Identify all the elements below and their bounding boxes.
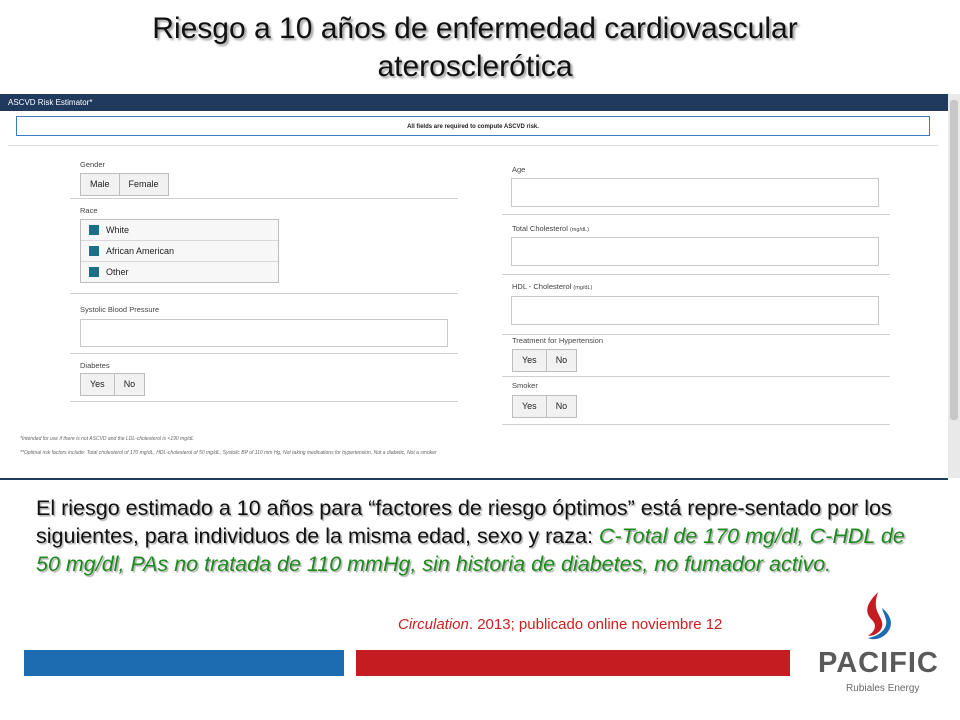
htn-toggle xyxy=(512,349,577,372)
smoker-no-button[interactable]: No xyxy=(547,396,577,417)
hdl-label xyxy=(512,282,592,291)
footnote-optimal-factors: **Optimal risk factors include: Total cholesterol of 170 mg/dL, HDL-cholesterol of 50 mg/dL, Systolic BP of 110 mm Hg, Not taking medications for hypertension, Not a diabetic, Not a smoker xyxy=(20,450,437,456)
required-fields-notice: All fields are required to compute ASCVD risk. xyxy=(16,116,930,136)
diabetes-toggle xyxy=(80,373,145,396)
diabetes-label: Diabetes xyxy=(80,361,110,370)
race-label: Race xyxy=(80,206,98,215)
htn-section xyxy=(502,334,890,377)
htn-no-button[interactable]: No xyxy=(547,350,577,371)
race-option-white[interactable] xyxy=(81,220,278,241)
diabetes-yes-button[interactable]: Yes xyxy=(81,374,115,395)
smoker-label: Smoker xyxy=(512,381,538,390)
checkbox-icon xyxy=(89,246,99,256)
diabetes-section xyxy=(70,353,458,402)
gender-female-button[interactable]: Female xyxy=(120,174,168,195)
gender-toggle xyxy=(80,173,169,196)
ascvd-estimator-screenshot xyxy=(0,94,948,480)
decorative-bar-blue xyxy=(24,650,344,676)
race-option-label: African American xyxy=(106,246,175,256)
hdl-text: HDL - Cholesterol xyxy=(512,282,572,291)
race-options xyxy=(80,219,279,283)
htn-label: Treatment for Hypertension xyxy=(512,336,604,345)
sbp-label: Systolic Blood Pressure xyxy=(80,305,160,314)
scrollbar-thumb[interactable] xyxy=(950,100,958,420)
explanation-paragraph xyxy=(36,494,926,578)
pacific-logo-tagline: Rubiales Energy xyxy=(846,683,920,694)
diabetes-no-button[interactable]: No xyxy=(115,374,145,395)
hdl-input[interactable] xyxy=(511,296,879,325)
smoker-section xyxy=(502,376,890,425)
total-cholesterol-label xyxy=(512,224,589,233)
smoker-toggle xyxy=(512,395,577,418)
optimal-factors-highlight: C-Total de 170 mg/dl, C-HDL de 50 mg/dl, PAs no tratada de 110 mmHg, sin historia de diabetes, no fumador activo. xyxy=(36,524,905,576)
citation-journal: Circulation xyxy=(398,616,469,633)
divider xyxy=(8,145,938,146)
race-option-other[interactable] xyxy=(81,262,278,282)
footnote-intended-use: *Intended for use if there is not ASCVD and the LDL-cholesterol is <190 mg/dL xyxy=(20,436,194,442)
sbp-input[interactable] xyxy=(80,319,448,347)
total-cholesterol-input[interactable] xyxy=(511,237,879,266)
unit-label: (mg/dL) xyxy=(573,285,593,291)
race-option-label: Other xyxy=(106,267,129,277)
race-option-african-american[interactable] xyxy=(81,241,278,262)
gender-male-button[interactable]: Male xyxy=(81,174,120,195)
app-header-title: ASCVD Risk Estimator* xyxy=(0,94,948,111)
unit-label: (mg/dL) xyxy=(569,227,589,233)
decorative-bar-red xyxy=(356,650,790,676)
htn-yes-button[interactable]: Yes xyxy=(513,350,547,371)
checkbox-icon xyxy=(89,267,99,277)
gender-label: Gender xyxy=(80,160,106,169)
citation xyxy=(398,616,722,633)
total-cholesterol-text: Total Cholesterol xyxy=(512,224,568,233)
pacific-logo-text: PACIFIC xyxy=(818,647,939,679)
slide-title: Riesgo a 10 años de enfermedad cardiovascular aterosclerótica xyxy=(152,12,798,83)
race-option-label: White xyxy=(106,225,130,235)
flame-drop-logo-icon xyxy=(852,590,904,646)
age-label: Age xyxy=(512,165,526,174)
smoker-yes-button[interactable]: Yes xyxy=(513,396,547,417)
age-input[interactable] xyxy=(511,178,879,207)
gender-section xyxy=(70,152,458,199)
checkbox-icon xyxy=(89,225,99,235)
citation-details: . 2013; publicado online noviembre 12 xyxy=(468,616,723,633)
explanation-text: El riesgo estimado a 10 años para “factores de riesgo óptimos” está repre-sentado por los siguientes, para individuos de la misma edad, sexo y raza: xyxy=(36,496,892,548)
